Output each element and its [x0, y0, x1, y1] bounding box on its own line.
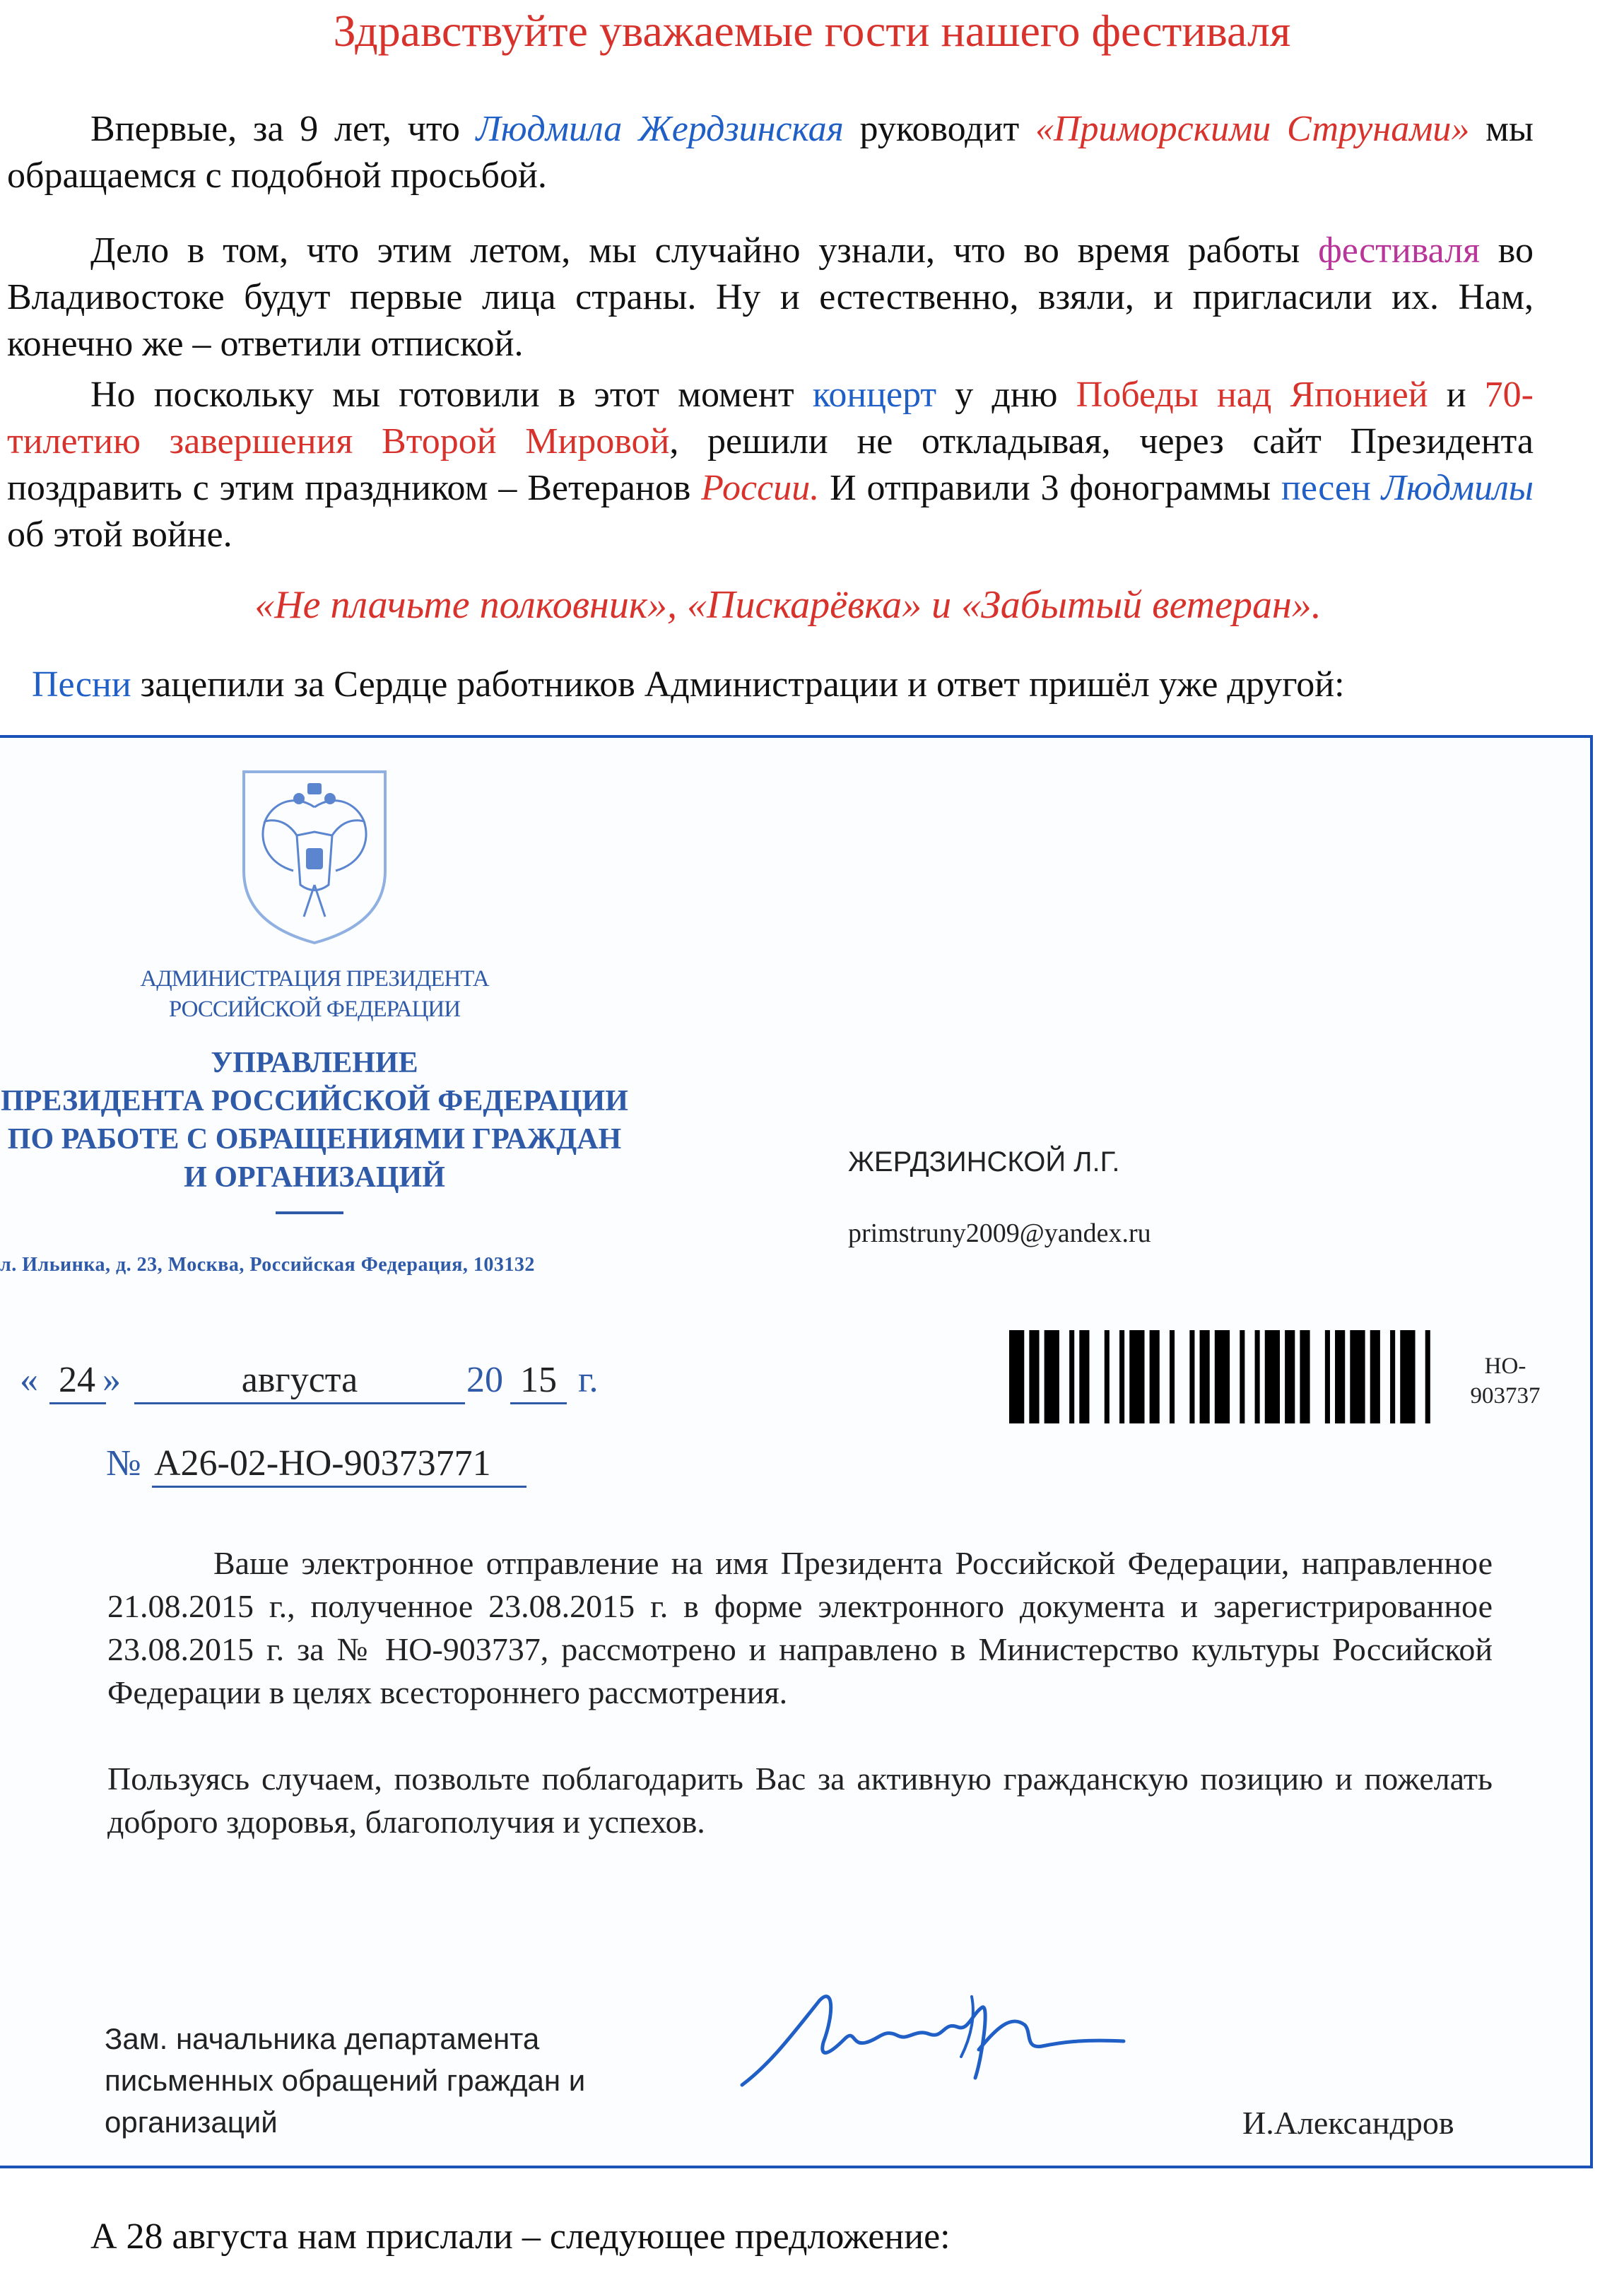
administration-name-line1: АДМИНИСТРАЦИЯ ПРЕЗИДЕНТА	[140, 966, 489, 992]
barcode-bar	[1129, 1330, 1144, 1423]
barcode-bar	[1150, 1330, 1160, 1423]
letter-body-text: Ваше электронное отправление на имя Президента Российской Федерации, направленное 21.08.2015 г., полученное 23.08.2015 г. в форме электронного документа и зарегистрированное 23.08.2015 г. за № НО-903737, рассмотрено и направлено в Министерство культуры Российской Федерации в целях всестороннего рассмотрения.	[107, 1545, 1493, 1710]
signer-name: И.Александров	[1242, 2105, 1454, 2141]
date-close-quote: »	[102, 1360, 121, 1400]
date-month: августа	[241, 1360, 358, 1400]
date-year-prefix: 20	[466, 1360, 503, 1400]
barcode-bar	[1215, 1330, 1230, 1423]
barcode-icon	[1009, 1330, 1440, 1423]
signer-title-line1: Зам. начальника департамента	[105, 2022, 540, 2055]
text-run: об этой войне.	[7, 515, 233, 555]
document-number: А26-02-НО-90373771	[154, 1443, 491, 1484]
ensemble-name: «Приморскими Струнами»	[1035, 109, 1470, 149]
victory-phrase: Победы над Японией	[1076, 375, 1428, 415]
text-run: Но поскольку мы готовили в этот момент	[90, 375, 813, 415]
department-name-line3: ПО РАБОТЕ С ОБРАЩЕНИЯМИ ГРАЖДАН	[7, 1123, 622, 1156]
date-year: 15	[520, 1360, 557, 1400]
text-run: во Владивостоке будут первые лица страны. Ну и естественно, взяли, и пригласили их. Нам, конечно же – ответили отпиской.	[7, 230, 1534, 364]
text-run: , решили не откладывая, через сайт Президента поздравить с этим праздником – Ветеранов	[7, 421, 1534, 508]
handwritten-signature	[728, 1972, 1152, 2106]
barcode-bar	[1200, 1330, 1210, 1423]
administration-name-line2: РОССИЙСКОЙ ФЕДЕРАЦИИ	[168, 997, 461, 1022]
barcode-bar	[1189, 1330, 1194, 1423]
paragraph-intro	[7, 106, 1534, 199]
reference-code	[1449, 1351, 1562, 1411]
letter-thanks-text: Пользуясь случаем, позвольте поблагодарить Вас за активную гражданскую позицию и пожелать доброго здоровья, благополучия и успехов.	[107, 1761, 1493, 1840]
document-number-underline	[152, 1486, 526, 1488]
text-run: Впервые, за 9 лет, что	[90, 109, 476, 149]
barcode-bar	[1265, 1330, 1280, 1423]
russia-word: России.	[701, 468, 820, 508]
department-name-line1: УПРАВЛЕНИЕ	[211, 1047, 418, 1079]
text-run: И отправили 3 фонограммы	[819, 468, 1282, 508]
recipient-email: primstruny2009@yandex.ru	[848, 1218, 1151, 1248]
barcode-bar	[1325, 1330, 1330, 1423]
date-open-quote: «	[20, 1360, 38, 1400]
text-run: зацепили за Сердце работников Администрации и ответ пришёл уже другой:	[131, 664, 1345, 705]
barcode-bar	[1285, 1330, 1295, 1423]
letter-intro-line	[32, 662, 1587, 708]
anniversary-phrase: 70-тилетию завершения Второй Мировой	[7, 375, 1534, 462]
date-day-underline	[49, 1402, 106, 1404]
barcode-bar	[1240, 1330, 1245, 1423]
text-run: у дню	[936, 375, 1076, 415]
department-name-line2: ПРЕЗИДЕНТА РОССИЙСКОЙ ФЕДЕРАЦИИ	[1, 1085, 628, 1117]
signer-title	[105, 2018, 712, 2143]
signer-title-line2: письменных обращений граждан и	[105, 2064, 586, 2097]
date-year-suffix: г.	[578, 1360, 599, 1400]
festival-word: фестиваля	[1318, 230, 1481, 271]
concert-word: концерт	[812, 375, 937, 415]
text-run: и	[1428, 375, 1485, 415]
barcode-bar	[1009, 1330, 1024, 1423]
barcode-bar	[1300, 1330, 1310, 1423]
barcode-bar	[1335, 1330, 1345, 1423]
signer-title-line3: организаций	[105, 2105, 278, 2139]
date-year-underline	[510, 1402, 567, 1404]
text-run: руководит	[843, 109, 1035, 149]
barcode-bar	[1045, 1330, 1059, 1423]
text-run: мы обращаемся с подобной просьбой.	[7, 109, 1534, 196]
barcode-bar	[1350, 1330, 1365, 1423]
date-month-underline	[134, 1402, 465, 1404]
paragraph-concert	[7, 372, 1534, 558]
barcode-bar	[1170, 1330, 1175, 1423]
song-titles-line: «Не плачьте полковник», «Пискарёвка» и «Забытый ветеран».	[254, 583, 1322, 627]
page-title: Здравствуйте уважаемые гости нашего фестиваля	[333, 6, 1291, 56]
lyudmila-word: Людмилы	[1381, 468, 1534, 508]
paragraph-invitation	[7, 228, 1534, 368]
barcode-bar	[1255, 1330, 1260, 1423]
barcode-bar	[1119, 1330, 1124, 1423]
recipient-name: ЖЕРДЗИНСКОЙ Л.Г.	[848, 1146, 1120, 1177]
document-number-label: №	[106, 1443, 141, 1484]
reference-code-line2: 903737	[1470, 1383, 1541, 1409]
date-day: 24	[59, 1360, 95, 1400]
barcode-bar	[1069, 1330, 1074, 1423]
barcode-bar	[1029, 1330, 1039, 1423]
closing-line: А 28 августа нам прислали – следующее предложение:	[90, 2216, 951, 2257]
text-run	[1371, 468, 1382, 508]
coat-of-arms-emblem-icon	[230, 765, 399, 948]
barcode-bar	[1390, 1330, 1395, 1423]
barcode-bar	[1425, 1330, 1430, 1423]
songs-word: Песни	[32, 664, 131, 705]
reference-code-line1: НО-	[1484, 1353, 1526, 1379]
director-name: Людмила Жердзинская	[476, 109, 844, 149]
letterhead-divider	[276, 1211, 343, 1214]
administration-address: л. Ильинка, д. 23, Москва, Российская Федерация, 103132	[0, 1254, 535, 1276]
barcode-bar	[1105, 1330, 1110, 1423]
text-run: Дело в том, что этим летом, мы случайно узнали, что во время работы	[90, 230, 1319, 271]
barcode-bar	[1079, 1330, 1089, 1423]
department-name-line4: И ОРГАНИЗАЦИЙ	[184, 1161, 445, 1194]
barcode-bar	[1400, 1330, 1415, 1423]
songs-word: песен	[1281, 468, 1371, 508]
barcode-bar	[1370, 1330, 1380, 1423]
